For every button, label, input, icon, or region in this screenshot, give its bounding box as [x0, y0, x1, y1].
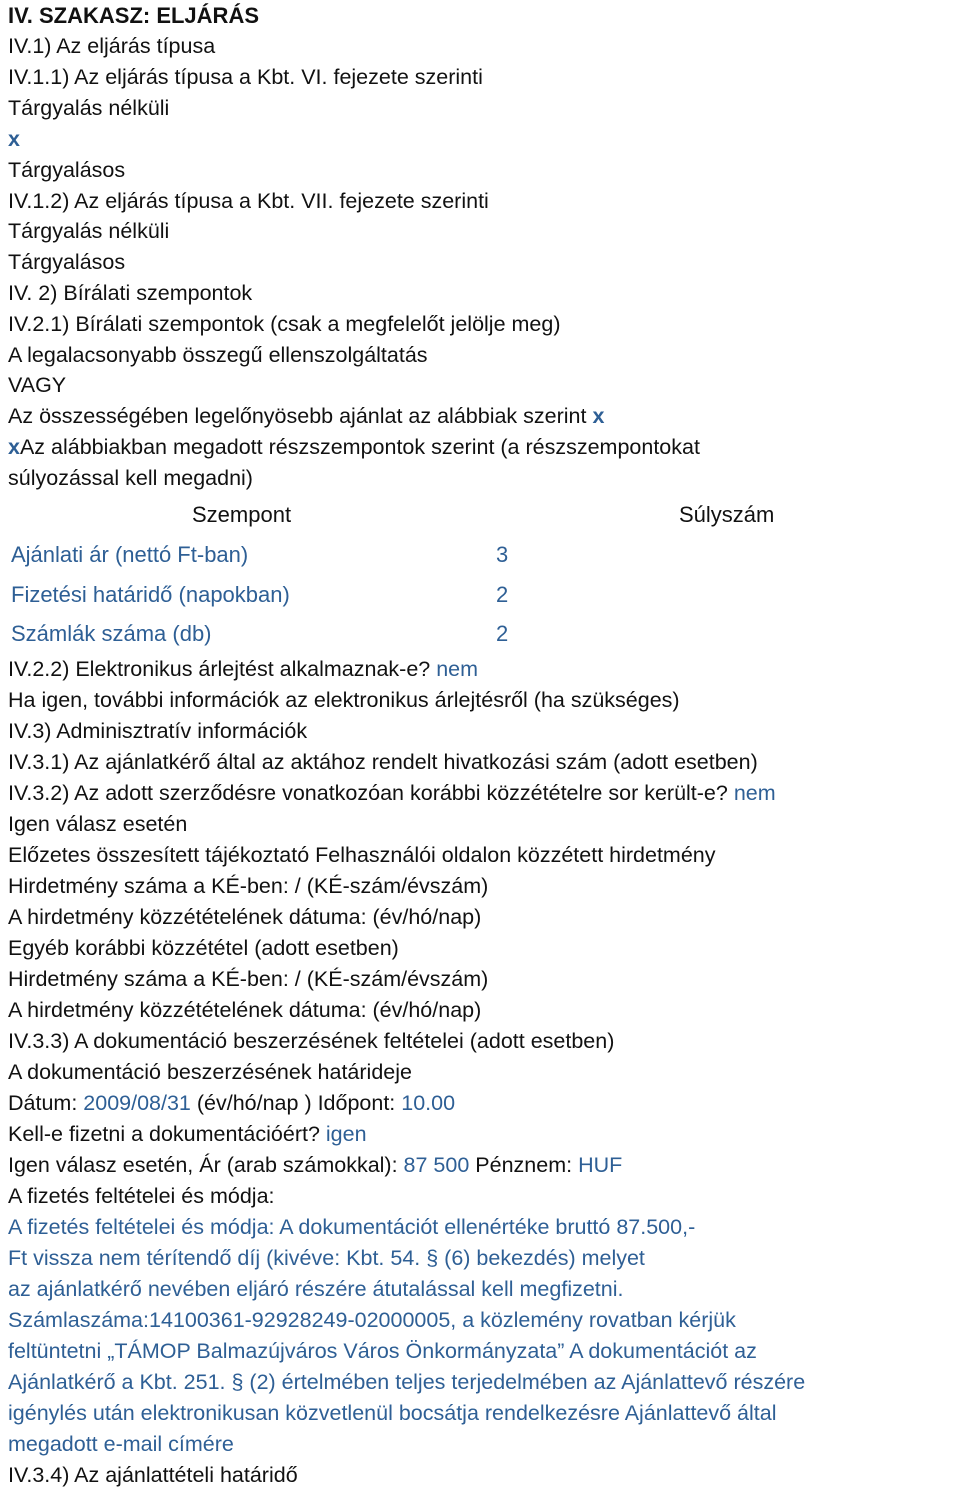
date-label: Dátum: [8, 1091, 84, 1115]
time-value: 10.00 [401, 1091, 456, 1115]
criterion-weight: 2 [496, 621, 509, 646]
notice-number-label: Hirdetmény száma a KÉ-ben: / (KÉ-szám/évszám) [8, 874, 489, 898]
previous-publication-label: IV.3.2) Az adott szerződésre vonatkozóan korábbi közzétételre sor került-e? [8, 781, 734, 805]
previous-publication-value: nem [733, 781, 776, 805]
price-label: Igen válasz esetén, Ár (arab számokkal): [8, 1153, 404, 1177]
e-auction-more-info: Ha igen, további információk az elektronikus árlejtésről (ha szükséges) [8, 688, 680, 712]
payment-terms-line: Ft vissza nem térítendő díj (kivéve: Kbt. 54. § (6) bekezdés) melyet [8, 1246, 645, 1270]
criterion-name: Számlák száma (db) [11, 621, 212, 646]
previous-publication-question [8, 778, 776, 809]
option-best-value [8, 401, 604, 432]
notice-date-label: A hirdetmény közzétételének dátuma: (év/hó/nap) [8, 998, 482, 1022]
notice-date-label: A hirdetmény közzétételének dátuma: (év/hó/nap) [8, 905, 482, 929]
payment-terms-line: az ajánlatkérő nevében eljáró részére átutalással kell megfizetni. [8, 1277, 624, 1301]
date-format-label: (év/hó/nap ) [190, 1091, 318, 1115]
payment-terms-line: igénylés után elektronikusan közvetlenül bocsátja rendelkezésre Ajánlattevő által [8, 1401, 777, 1425]
price-value: 87 500 [403, 1153, 470, 1177]
procedure-type-heading: IV.1) Az eljárás típusa [8, 34, 216, 58]
payment-terms-label: A fizetés feltételei és módja: [8, 1184, 275, 1208]
price-line [8, 1150, 622, 1181]
criterion-name: Fizetési határidő (napokban) [11, 582, 290, 607]
option-sub-criteria-cont: súlyozással kell megadni) [8, 466, 253, 490]
payment-terms-line: megadott e-mail címére [8, 1432, 234, 1456]
option-negotiated-1: Tárgyalásos [8, 158, 126, 182]
selected-mark: x [8, 127, 20, 151]
e-auction-value: nem [436, 657, 479, 681]
tender-deadline-heading: IV.3.4) Az ajánlattételi határidő [8, 1463, 298, 1487]
criteria-column-header: Szempont [192, 502, 292, 527]
documentation-conditions-heading: IV.3.3) A dokumentáció beszerzésének feltételei (adott esetben) [8, 1029, 615, 1053]
criterion-weight: 3 [496, 542, 509, 567]
procedure-type-kbt-vii: IV.1.2) Az eljárás típusa a Kbt. VII. fejezete szerinti [8, 189, 489, 213]
e-auction-question [8, 654, 478, 685]
payment-terms-line: Ajánlatkérő a Kbt. 251. § (2) értelmében teljes terjedelmében az Ajánlattevő részére [8, 1370, 806, 1394]
currency-label: Pénznem: [469, 1153, 579, 1177]
option-sub-criteria-label: Az alábbiakban megadott részszempontok szerint (a részszempontokat [19, 435, 700, 459]
admin-info-heading: IV.3) Adminisztratív információk [8, 719, 308, 743]
weight-column-header: Súlyszám [679, 502, 775, 527]
reference-number-label: IV.3.1) Az ajánlatkérő által az aktához rendelt hivatkozási szám (adott esetben) [8, 750, 758, 774]
date-value: 2009/08/31 [83, 1091, 191, 1115]
criterion-weight: 2 [496, 582, 509, 607]
selected-mark: x [592, 404, 605, 428]
option-lowest-price: A legalacsonyabb összegű ellenszolgáltatás [8, 343, 428, 367]
section-title: IV. SZAKASZ: ELJÁRÁS [8, 3, 260, 28]
prior-information-label: Előzetes összesített tájékoztató Felhasználói oldalon közzétett hirdetmény [8, 843, 716, 867]
or-label: VAGY [8, 373, 67, 397]
procedure-type-kbt-vi: IV.1.1) Az eljárás típusa a Kbt. VI. fejezete szerinti [8, 65, 483, 89]
e-auction-label: IV.2.2) Elektronikus árlejtést alkalmaznak-e? [8, 657, 437, 681]
option-negotiated-2: Tárgyalásos [8, 250, 126, 274]
option-without-negotiation-1: Tárgyalás nélküli [8, 96, 170, 120]
currency-value: HUF [578, 1153, 623, 1177]
notice-number-label: Hirdetmény száma a KÉ-ben: / (KÉ-szám/évszám) [8, 967, 489, 991]
award-criteria-heading: IV. 2) Bírálati szempontok [8, 281, 253, 305]
award-criteria-subheading: IV.2.1) Bírálati szempontok (csak a megfelelőt jelölje meg) [8, 312, 561, 336]
option-best-value-label: Az összességében legelőnyösebb ajánlat az alábbiak szerint [8, 404, 593, 428]
option-without-negotiation-2: Tárgyalás nélküli [8, 219, 170, 243]
payment-terms-line: Számlaszáma:14100361-92928249-02000005, a közlemény rovatban kérjük [8, 1308, 736, 1332]
yes-case-label: Igen válasz esetén [8, 812, 188, 836]
documentation-deadline-label: A dokumentáció beszerzésének határideje [8, 1060, 412, 1084]
selected-mark: x [8, 435, 20, 459]
payment-terms-line: A fizetés feltételei és módja: A dokumentációt ellenértéke bruttó 87.500,- [8, 1215, 696, 1239]
deadline-datetime [8, 1088, 455, 1119]
option-sub-criteria [8, 432, 700, 463]
other-publication-label: Egyéb korábbi közzététel (adott esetben) [8, 936, 399, 960]
payment-required-question [8, 1119, 367, 1150]
time-label: Időpont: [317, 1091, 402, 1115]
payment-required-label: Kell-e fizetni a dokumentációért? [8, 1122, 326, 1146]
payment-terms-line: feltüntetni „TÁMOP Balmazújváros Város Önkormányzata” A dokumentációt az [8, 1339, 757, 1363]
payment-required-value: igen [325, 1122, 367, 1146]
criterion-name: Ajánlati ár (nettó Ft-ban) [11, 542, 249, 567]
